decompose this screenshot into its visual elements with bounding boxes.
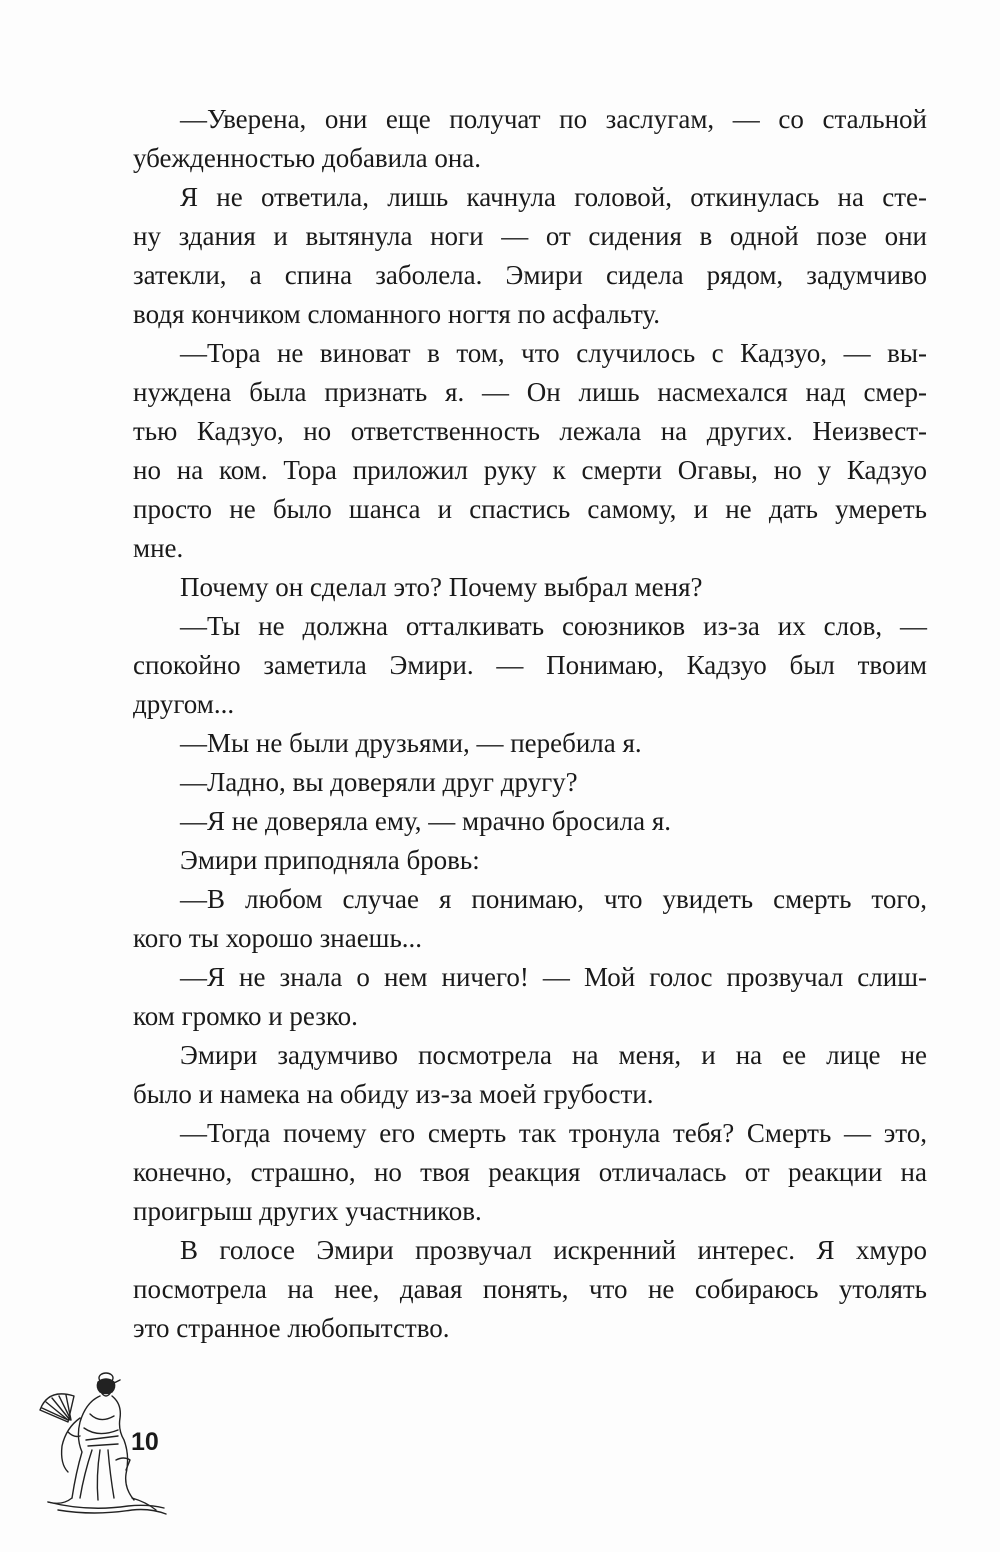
text-line: Почему он сделал это? Почему выбрал меня? (180, 572, 703, 602)
text-line: водя кончиком сломанного ногтя по асфальту. (133, 299, 660, 329)
text-line: нуждена была признать я. — Он лишь насмехался над смер- (133, 377, 927, 407)
text-line: мне. (133, 533, 184, 563)
text-line: тью Кадзуо, но ответственность лежала на других. Неизвест- (133, 416, 927, 446)
text-line: Я не ответила, лишь качнула головой, откинулась на сте- (180, 182, 927, 212)
text-line: —Ты не должна отталкивать союзников из-за их слов, — (180, 611, 927, 641)
text-line: убежденностью добавила она. (133, 143, 482, 173)
text-line: конечно, страшно, но твоя реакция отличалась от реакции на (133, 1157, 927, 1187)
text-line: Эмири задумчиво посмотрела на меня, и на ее лице не (180, 1040, 927, 1070)
text-line: —Тогда почему его смерть так тронула тебя? Смерть — это, (180, 1118, 927, 1148)
text-line: но на ком. Тора приложил руку к смерти Огавы, но у Кадзуо (133, 455, 927, 485)
text-line: —Ладно, вы доверяли друг другу? (180, 767, 578, 797)
text-line: другом... (133, 689, 235, 719)
text-line: Эмири приподняла бровь: (180, 845, 480, 875)
text-line: —Тора не виноват в том, что случилось с Кадзуо, — вы- (180, 338, 927, 368)
text-line: ну здания и вытянула ноги — от сидения в одной позе они (133, 221, 927, 251)
text-line: ком громко и резко. (133, 1001, 358, 1031)
page-number: 10 (131, 1428, 159, 1456)
text-line: —В любом случае я понимаю, что увидеть смерть того, (180, 884, 927, 914)
text-line: было и намека на обиду из-за моей грубости. (133, 1079, 654, 1109)
text-line: просто не было шанса и спастись самому, и не дать умереть (133, 494, 927, 524)
text-line: проигрыш других участников. (133, 1196, 482, 1226)
text-line: —Мы не были друзьями, — перебила я. (180, 728, 642, 758)
text-line: посмотрела на нее, давая понять, что не собираюсь утолять (133, 1274, 927, 1304)
text-line: —Уверена, они еще получат по заслугам, — со стальной (180, 104, 927, 134)
body-text (133, 100, 927, 1348)
text-line: затекли, а спина заболела. Эмири сидела рядом, задумчиво (133, 260, 927, 290)
text-line: кого ты хорошо знаешь... (133, 923, 423, 953)
text-line: —Я не доверяла ему, — мрачно бросила я. (180, 806, 671, 836)
text-line: спокойно заметила Эмири. — Понимаю, Кадзуо был твоим (133, 650, 927, 680)
text-line: —Я не знала о нем ничего! — Мой голос прозвучал слиш- (180, 962, 927, 992)
text-line: В голосе Эмири прозвучал искренний интерес. Я хмуро (180, 1235, 927, 1265)
text-line: это странное любопытство. (133, 1313, 450, 1343)
